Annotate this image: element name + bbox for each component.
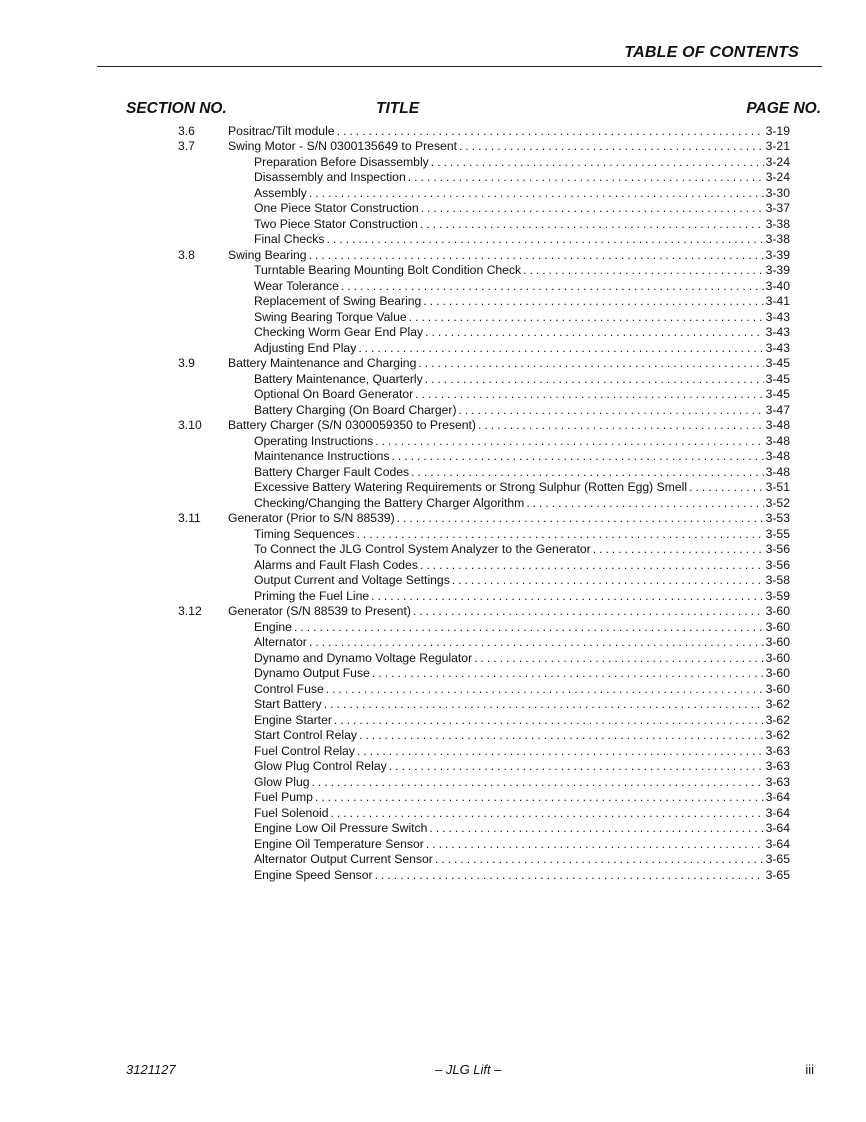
toc-subsection-entry[interactable] <box>0 806 866 822</box>
toc-dot-leader <box>326 682 764 698</box>
toc-subsection-entry[interactable] <box>0 263 866 279</box>
toc-entry-line <box>254 837 790 853</box>
toc-page-number: 3-64 <box>765 821 790 835</box>
footer-publisher: – JLG Lift – <box>435 1062 502 1077</box>
toc-subsection-entry[interactable] <box>0 697 866 713</box>
toc-subsection-entry[interactable] <box>0 635 866 651</box>
toc-entry-title: Assembly <box>254 185 307 200</box>
toc-entry-title: Fuel Control Relay <box>254 743 355 758</box>
toc-page-number: 3-47 <box>765 402 790 417</box>
toc-dot-leader <box>357 527 764 543</box>
toc-page-number: 3-60 <box>765 650 790 665</box>
toc-entry-title: Control Fuse <box>254 681 324 696</box>
toc-page-number: 3-39 <box>765 247 790 262</box>
toc-page-number: 3-43 <box>765 325 790 339</box>
toc-subsection-entry[interactable] <box>0 217 866 233</box>
toc-entry-line <box>254 449 790 465</box>
toc-page-number: 3-43 <box>765 340 790 355</box>
toc-entry-line <box>254 697 790 713</box>
toc-page-number: 3-39 <box>765 263 790 277</box>
toc-entry-line <box>228 418 790 434</box>
toc-section-number: 3.10 <box>178 418 202 432</box>
toc-section-entry[interactable] <box>0 604 866 620</box>
toc-entry-title: Checking Worm Gear End Play <box>254 325 424 339</box>
toc-subsection-entry[interactable] <box>0 372 866 388</box>
toc-entry-title: One Piece Stator Construction <box>254 201 419 215</box>
toc-entry-title: Start Control Relay <box>254 728 357 742</box>
toc-dot-leader <box>375 868 764 884</box>
toc-page-number: 3-37 <box>765 201 790 215</box>
toc-subsection-entry[interactable] <box>0 790 866 806</box>
toc-subsection-entry[interactable] <box>0 480 866 496</box>
toc-dot-leader <box>341 279 764 295</box>
toc-dot-leader <box>408 170 764 186</box>
toc-page-number: 3-48 <box>765 433 790 448</box>
toc-entry-title: Dynamo and Dynamo Voltage Regulator <box>254 650 473 665</box>
toc-page-number: 3-62 <box>765 728 790 742</box>
page-header-title: TABLE OF CONTENTS <box>624 44 799 61</box>
toc-subsection-entry[interactable] <box>0 682 866 698</box>
toc-dot-leader <box>371 589 763 605</box>
footer-page-number: iii <box>805 1062 814 1077</box>
toc-dot-leader <box>392 449 764 465</box>
toc-section-entry[interactable] <box>0 356 866 372</box>
toc-subsection-entry[interactable] <box>0 341 866 357</box>
toc-dot-leader <box>413 604 764 620</box>
toc-entry-line <box>254 620 790 636</box>
toc-entry-line <box>254 713 790 729</box>
toc-page-number: 3-24 <box>765 170 790 184</box>
toc-page-number: 3-64 <box>765 805 790 820</box>
toc-page-number: 3-56 <box>765 557 790 572</box>
toc-entry-line <box>228 604 790 620</box>
toc-dot-leader <box>689 480 764 496</box>
toc-dot-leader <box>593 542 764 558</box>
toc-dot-leader <box>359 728 764 744</box>
toc-page-number: 3-43 <box>765 309 790 324</box>
toc-entry-title: Fuel Solenoid <box>254 805 329 820</box>
toc-entry-title: Operating Instructions <box>254 433 374 448</box>
toc-entry-line <box>254 465 790 481</box>
toc-page-number: 3-24 <box>765 154 790 169</box>
toc-section-number: 3.7 <box>178 139 195 153</box>
toc-section-number: 3.9 <box>178 356 195 370</box>
toc-entry-line <box>254 589 790 605</box>
toc-entry-line <box>228 511 790 527</box>
toc-subsection-entry[interactable] <box>0 170 866 186</box>
toc-entry-title: Output Current and Voltage Settings <box>254 573 450 587</box>
toc-page-number: 3-21 <box>765 139 790 153</box>
toc-entry-line <box>254 868 790 884</box>
toc-page-number: 3-60 <box>765 681 790 696</box>
toc-dot-leader <box>429 821 763 837</box>
toc-dot-leader <box>452 573 764 589</box>
toc-dot-leader <box>459 403 764 419</box>
toc-entry-line <box>254 542 790 558</box>
toc-entry-title: Timing Sequences <box>254 526 355 541</box>
toc-entry-title: Disassembly and Inspection <box>254 170 406 184</box>
toc-subsection-entry[interactable] <box>0 868 866 884</box>
toc-dot-leader <box>478 418 764 434</box>
toc-page-number: 3-64 <box>765 790 790 804</box>
toc-entry-line <box>254 387 790 403</box>
header-rule <box>97 66 822 67</box>
toc-page-number: 3-53 <box>765 511 790 525</box>
toc-subsection-entry[interactable] <box>0 775 866 791</box>
toc-dot-leader <box>309 186 764 202</box>
toc-page-number: 3-19 <box>765 123 790 138</box>
toc-page-number: 3-45 <box>765 371 790 386</box>
toc-dot-leader <box>420 558 764 574</box>
toc-entry-line <box>228 248 790 264</box>
toc-subsection-entry[interactable] <box>0 542 866 558</box>
column-header-section-no: SECTION NO. <box>126 100 227 117</box>
toc-page-number: 3-56 <box>765 542 790 556</box>
toc-entry-title: Glow Plug Control Relay <box>254 759 387 773</box>
toc-dot-leader <box>315 790 764 806</box>
toc-section-number: 3.8 <box>178 247 195 262</box>
toc-entry-title: Preparation Before Disassembly <box>254 154 429 169</box>
column-header-title: TITLE <box>376 100 420 117</box>
toc-entry-title: Dynamo Output Fuse <box>254 666 370 680</box>
toc-entry-title: Checking/Changing the Battery Charger Algorithm <box>254 495 525 510</box>
toc-entry-title: Start Battery <box>254 697 322 711</box>
toc-entry-title: Glow Plug <box>254 774 310 789</box>
toc-page-number: 3-48 <box>765 449 790 463</box>
toc-entry-line <box>254 232 790 248</box>
toc-entry-line <box>254 170 790 186</box>
toc-entry-title: Priming the Fuel Line <box>254 588 370 603</box>
toc-entry-line <box>254 155 790 171</box>
toc-page-number: 3-65 <box>765 852 790 866</box>
toc-page-number: 3-65 <box>765 867 790 882</box>
toc-dot-leader <box>526 496 763 512</box>
toc-entry-line <box>254 666 790 682</box>
toc-page-number: 3-63 <box>765 759 790 773</box>
toc-subsection-entry[interactable] <box>0 465 866 481</box>
toc-subsection-entry[interactable] <box>0 201 866 217</box>
toc-entry-line <box>254 279 790 295</box>
toc-entry-line <box>254 852 790 868</box>
toc-subsection-entry[interactable] <box>0 666 866 682</box>
toc-dot-leader <box>331 806 764 822</box>
toc-subsection-entry[interactable] <box>0 279 866 295</box>
toc-entry-line <box>254 728 790 744</box>
toc-entry-line <box>254 341 790 357</box>
toc-page-number: 3-41 <box>765 294 790 308</box>
toc-entry-line <box>254 186 790 202</box>
toc-subsection-entry[interactable] <box>0 837 866 853</box>
toc-entry-title: Battery Maintenance, Quarterly <box>254 371 423 386</box>
toc-dot-leader <box>309 248 764 264</box>
toc-entry-title: Fuel Pump <box>254 790 313 804</box>
toc-dot-leader <box>324 697 764 713</box>
toc-page-number: 3-48 <box>765 464 790 479</box>
toc-list <box>0 124 866 884</box>
toc-subsection-entry[interactable] <box>0 573 866 589</box>
toc-subsection-entry[interactable] <box>0 759 866 775</box>
toc-entry-title: Alarms and Fault Flash Codes <box>254 557 418 572</box>
footer-document-number: 3121127 <box>126 1062 176 1077</box>
toc-page-number: 3-30 <box>765 185 790 200</box>
toc-page-number: 3-60 <box>765 604 790 618</box>
toc-entry-line <box>254 635 790 651</box>
toc-entry-line <box>254 775 790 791</box>
toc-page-number: 3-38 <box>765 216 790 231</box>
toc-entry-line <box>254 527 790 543</box>
toc-dot-leader <box>294 620 764 636</box>
toc-entry-line <box>254 434 790 450</box>
column-header-page-no: PAGE NO. <box>746 100 821 117</box>
toc-entry-line <box>254 821 790 837</box>
toc-dot-leader <box>425 372 764 388</box>
toc-entry-title: To Connect the JLG Control System Analyzer to the Generator <box>254 542 591 556</box>
toc-entry-line <box>254 558 790 574</box>
toc-entry-line <box>228 139 790 155</box>
toc-dot-leader <box>431 155 764 171</box>
toc-page-number: 3-62 <box>765 697 790 711</box>
toc-page-number: 3-40 <box>765 278 790 293</box>
toc-dot-leader <box>358 341 763 357</box>
toc-dot-leader <box>425 325 763 341</box>
toc-entry-title: Wear Tolerance <box>254 278 339 293</box>
toc-dot-leader <box>409 310 764 326</box>
toc-dot-leader <box>389 759 764 775</box>
toc-section-entry[interactable] <box>0 511 866 527</box>
toc-entry-line <box>228 124 790 140</box>
toc-dot-leader <box>337 124 764 140</box>
toc-entry-title: Swing Bearing <box>228 247 307 262</box>
toc-subsection-entry[interactable] <box>0 852 866 868</box>
toc-dot-leader <box>326 232 763 248</box>
toc-entry-line <box>254 372 790 388</box>
toc-subsection-entry[interactable] <box>0 651 866 667</box>
toc-entry-line <box>254 294 790 310</box>
toc-dot-leader <box>423 294 763 310</box>
toc-dot-leader <box>426 837 764 853</box>
toc-entry-title: Swing Motor - S/N 0300135649 to Present <box>228 139 457 153</box>
toc-entry-title: Turntable Bearing Mounting Bolt Condition Check <box>254 263 522 277</box>
toc-dot-leader <box>523 263 763 279</box>
toc-entry-line <box>254 759 790 775</box>
toc-dot-leader <box>459 139 764 155</box>
toc-subsection-entry[interactable] <box>0 496 866 512</box>
toc-subsection-entry[interactable] <box>0 232 866 248</box>
toc-entry-line <box>254 403 790 419</box>
toc-entry-title: Replacement of Swing Bearing <box>254 294 422 308</box>
toc-entry-line <box>254 480 790 496</box>
toc-entry-title: Battery Charger Fault Codes <box>254 464 410 479</box>
toc-page-number: 3-38 <box>765 232 790 246</box>
toc-dot-leader <box>397 511 764 527</box>
toc-entry-title: Engine Starter <box>254 712 332 727</box>
toc-subsection-entry[interactable] <box>0 434 866 450</box>
toc-page-number: 3-52 <box>765 495 790 510</box>
toc-dot-leader <box>357 744 764 760</box>
toc-page-number: 3-48 <box>765 418 790 432</box>
toc-entry-title: Adjusting End Play <box>254 340 357 355</box>
toc-entry-line <box>254 496 790 512</box>
toc-entry-title: Swing Bearing Torque Value <box>254 309 407 324</box>
toc-subsection-entry[interactable] <box>0 155 866 171</box>
toc-subsection-entry[interactable] <box>0 620 866 636</box>
toc-dot-leader <box>435 852 764 868</box>
toc-entry-title: Engine Low Oil Pressure Switch <box>254 821 428 835</box>
toc-section-entry[interactable] <box>0 124 866 140</box>
toc-section-entry[interactable] <box>0 418 866 434</box>
toc-subsection-entry[interactable] <box>0 589 866 605</box>
toc-dot-leader <box>474 651 763 667</box>
toc-entry-title: Engine Oil Temperature Sensor <box>254 836 424 851</box>
toc-entry-title: Two Piece Stator Construction <box>254 216 418 231</box>
toc-entry-line <box>254 310 790 326</box>
toc-entry-title: Battery Charging (On Board Charger) <box>254 402 457 417</box>
toc-subsection-entry[interactable] <box>0 310 866 326</box>
toc-page-number: 3-55 <box>765 526 790 541</box>
toc-subsection-entry[interactable] <box>0 449 866 465</box>
toc-section-number: 3.12 <box>178 604 202 618</box>
toc-section-entry[interactable] <box>0 248 866 264</box>
toc-dot-leader <box>418 356 763 372</box>
toc-entry-line <box>254 263 790 279</box>
toc-dot-leader <box>411 465 763 481</box>
toc-entry-title: Generator (S/N 88539 to Present) <box>228 604 411 618</box>
toc-entry-title: Battery Charger (S/N 0300059350 to Present) <box>228 418 476 432</box>
toc-entry-line <box>254 682 790 698</box>
toc-page-number: 3-63 <box>765 774 790 789</box>
toc-page-number: 3-60 <box>765 635 790 649</box>
toc-entry-title: Alternator Output Current Sensor <box>254 852 433 866</box>
toc-subsection-entry[interactable] <box>0 558 866 574</box>
toc-entry-title: Generator (Prior to S/N 88539) <box>228 511 395 525</box>
toc-entry-title: Positrac/Tilt module <box>228 123 335 138</box>
toc-subsection-entry[interactable] <box>0 294 866 310</box>
toc-entry-title: Alternator <box>254 635 307 649</box>
toc-entry-title: Maintenance Instructions <box>254 449 390 463</box>
toc-page-number: 3-60 <box>765 619 790 634</box>
toc-page-number: 3-63 <box>765 743 790 758</box>
toc-dot-leader <box>312 775 764 791</box>
toc-section-entry[interactable] <box>0 139 866 155</box>
toc-entry-line <box>228 356 790 372</box>
toc-entry-line <box>254 651 790 667</box>
toc-subsection-entry[interactable] <box>0 744 866 760</box>
toc-page-number: 3-59 <box>765 588 790 603</box>
toc-subsection-entry[interactable] <box>0 387 866 403</box>
toc-entry-title: Engine <box>254 619 292 634</box>
toc-dot-leader <box>334 713 764 729</box>
toc-dot-leader <box>372 666 764 682</box>
toc-dot-leader <box>375 434 763 450</box>
toc-entry-line <box>254 201 790 217</box>
toc-page-number: 3-51 <box>765 480 790 494</box>
toc-page-number: 3-64 <box>765 836 790 851</box>
toc-entry-line <box>254 806 790 822</box>
toc-subsection-entry[interactable] <box>0 527 866 543</box>
toc-entry-line <box>254 217 790 233</box>
toc-entry-line <box>254 573 790 589</box>
toc-dot-leader <box>420 217 764 233</box>
toc-entry-title: Final Checks <box>254 232 325 246</box>
toc-subsection-entry[interactable] <box>0 821 866 837</box>
toc-entry-title: Engine Speed Sensor <box>254 867 373 882</box>
toc-subsection-entry[interactable] <box>0 728 866 744</box>
toc-page-number: 3-60 <box>765 666 790 680</box>
toc-entry-title: Optional On Board Generator <box>254 387 414 401</box>
toc-section-number: 3.6 <box>178 123 195 138</box>
toc-page-number: 3-45 <box>765 356 790 370</box>
toc-subsection-entry[interactable] <box>0 186 866 202</box>
toc-dot-leader <box>421 201 764 217</box>
toc-entry-title: Excessive Battery Watering Requirements or Strong Sulphur (Rotten Egg) Smell <box>254 480 688 494</box>
toc-entry-line <box>254 325 790 341</box>
toc-entry-line <box>254 744 790 760</box>
toc-entry-line <box>254 790 790 806</box>
toc-subsection-entry[interactable] <box>0 403 866 419</box>
toc-subsection-entry[interactable] <box>0 713 866 729</box>
toc-subsection-entry[interactable] <box>0 325 866 341</box>
toc-page-number: 3-62 <box>765 712 790 727</box>
toc-dot-leader <box>415 387 763 403</box>
toc-entry-title: Battery Maintenance and Charging <box>228 356 417 370</box>
toc-dot-leader <box>309 635 764 651</box>
toc-page-number: 3-58 <box>765 573 790 587</box>
toc-section-number: 3.11 <box>178 511 201 525</box>
toc-page-number: 3-45 <box>765 387 790 401</box>
